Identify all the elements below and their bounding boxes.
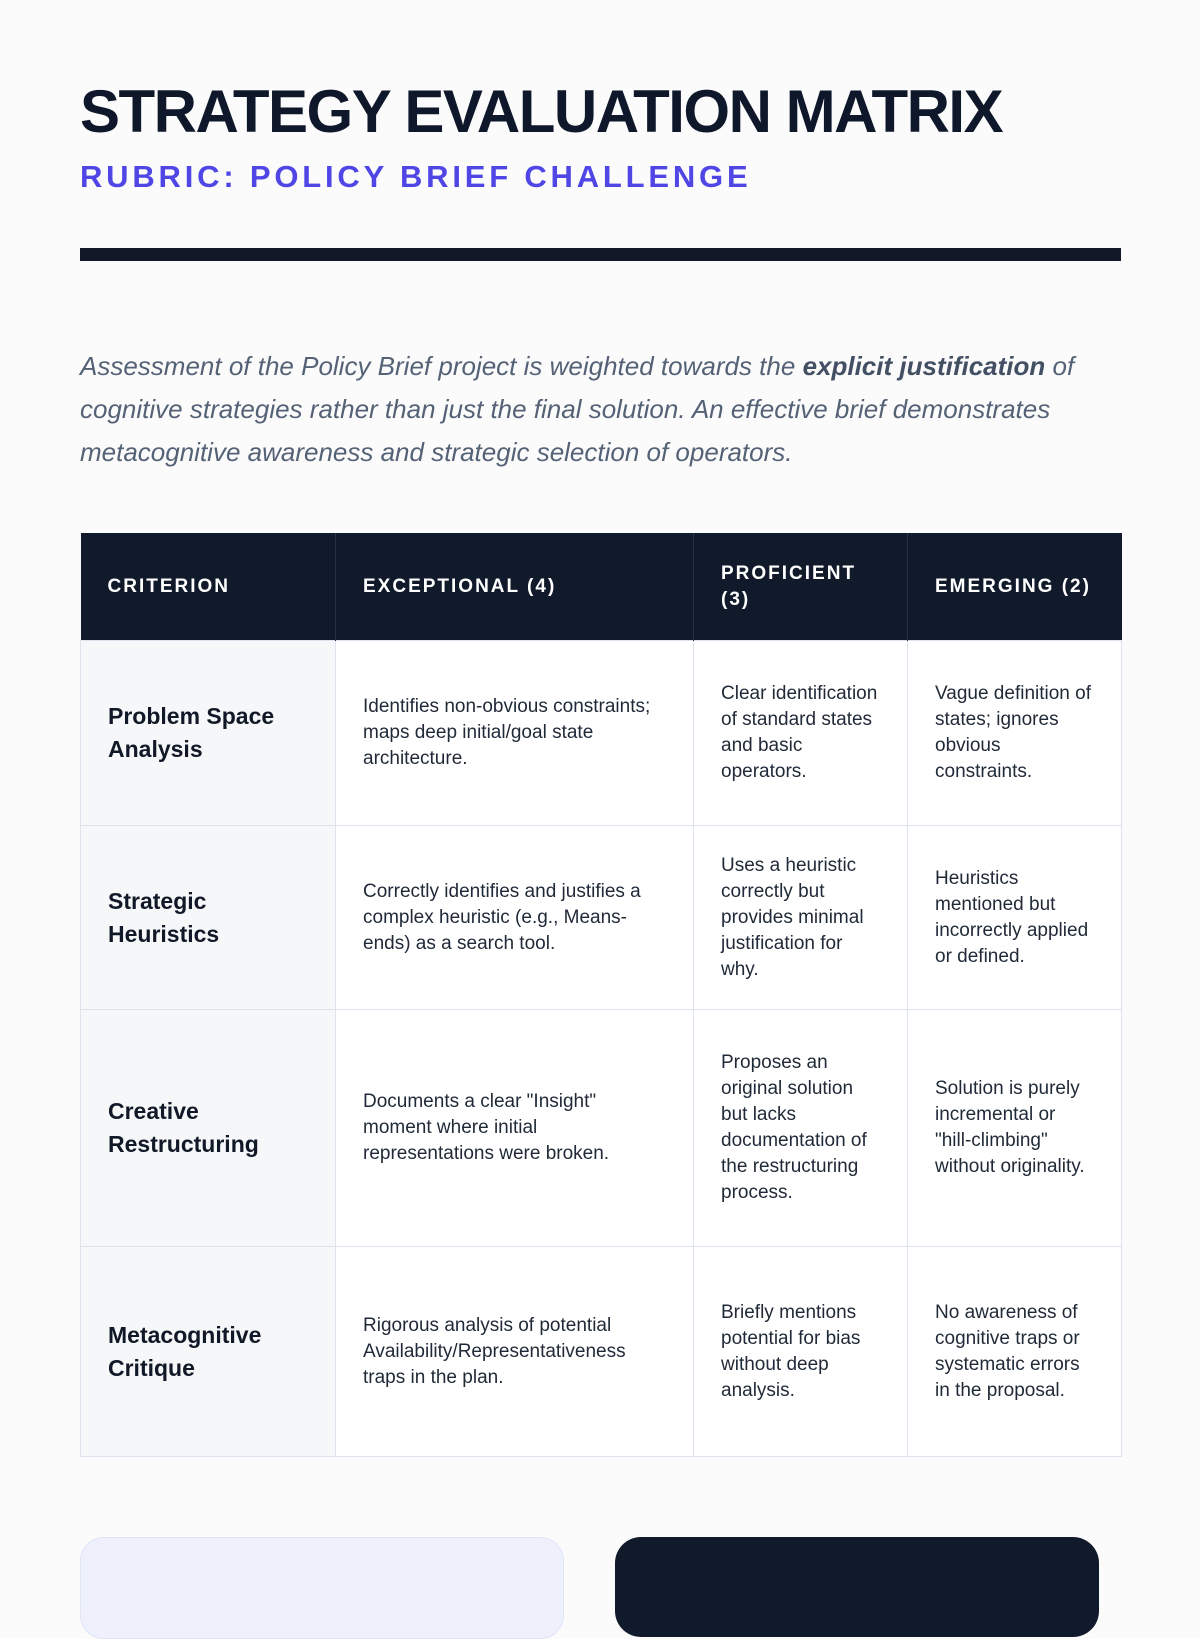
table-row <box>81 1247 1122 1457</box>
criterion-label: Problem Space Analysis <box>108 703 275 762</box>
strategy-evaluation-table <box>80 533 1122 1457</box>
exceptional-description: Documents a clear "Insight" moment where initial representations were broken. <box>363 1091 610 1164</box>
exceptional-description: Correctly identifies and justifies a complex heuristic (e.g., Means-ends) as a search tool. <box>363 880 641 954</box>
emerging-description: Heuristics mentioned but incorrectly applied or defined. <box>935 867 1089 967</box>
intro-text-before: Assessment of the Policy Brief project is weighted towards the <box>80 351 803 381</box>
proficient-cell <box>694 826 908 1010</box>
intro-emphasis: explicit justification <box>802 351 1046 381</box>
exceptional-cell <box>336 1247 694 1457</box>
proficient-description: Uses a heuristic correctly but provides minimal justification for why. <box>721 854 864 980</box>
intro-paragraph <box>80 345 1120 474</box>
exceptional-cell <box>336 826 694 1010</box>
emerging-cell <box>908 1247 1122 1457</box>
exceptional-description: Identifies non-obvious constraints; maps deep initial/goal state architecture. <box>363 696 651 769</box>
header-exceptional: EXCEPTIONAL (4) <box>336 533 694 641</box>
exceptional-description: Rigorous analysis of potential Availability/Representativeness traps in the plan. <box>363 1314 626 1388</box>
criterion-cell <box>81 641 336 826</box>
document-title: STRATEGY EVALUATION MATRIX <box>80 78 1003 145</box>
proficient-cell <box>694 1010 908 1247</box>
table-row <box>81 826 1122 1010</box>
header-proficient: PROFICIENT (3) <box>694 533 908 641</box>
intro-text-after: of cognitive strategies rather than just the final solution. An effective brief demonstrates metacognitive awareness and strategic selection of operators. <box>80 351 1075 467</box>
table-header-row <box>81 533 1122 641</box>
proficient-description: Proposes an original solution but lacks documentation of the restructuring process. <box>721 1052 867 1203</box>
criterion-cell <box>81 1010 336 1247</box>
emerging-description: Vague definition of states; ignores obvious constraints. <box>935 683 1091 782</box>
table-row <box>81 1010 1122 1247</box>
emerging-cell <box>908 641 1122 826</box>
header-criterion: CRITERION <box>81 533 336 641</box>
table-row <box>81 641 1122 826</box>
proficient-cell <box>694 1247 908 1457</box>
proficient-description: Briefly mentions potential for bias without deep analysis. <box>721 1301 861 1401</box>
criterion-label: Creative Restructuring <box>108 1098 259 1157</box>
proficient-description: Clear identification of standard states and basic operators. <box>721 683 878 782</box>
criterion-label: Strategic Heuristics <box>108 887 220 947</box>
document-subtitle: RUBRIC: POLICY BRIEF CHALLENGE <box>80 159 752 194</box>
emerging-description: No awareness of cognitive traps or systematic errors in the proposal. <box>935 1301 1080 1401</box>
proficient-cell <box>694 641 908 826</box>
footer-info-card <box>80 1537 564 1639</box>
criterion-label: Metacognitive Critique <box>108 1321 262 1381</box>
emerging-cell <box>908 826 1122 1010</box>
exceptional-cell <box>336 641 694 826</box>
emerging-description: Solution is purely incremental or "hill-climbing" without originality. <box>935 1078 1085 1177</box>
footer-dark-card <box>615 1537 1099 1637</box>
title-divider <box>80 248 1121 261</box>
criterion-cell <box>81 1247 336 1457</box>
exceptional-cell <box>336 1010 694 1247</box>
header-emerging: EMERGING (2) <box>908 533 1122 641</box>
emerging-cell <box>908 1010 1122 1247</box>
criterion-cell <box>81 826 336 1010</box>
